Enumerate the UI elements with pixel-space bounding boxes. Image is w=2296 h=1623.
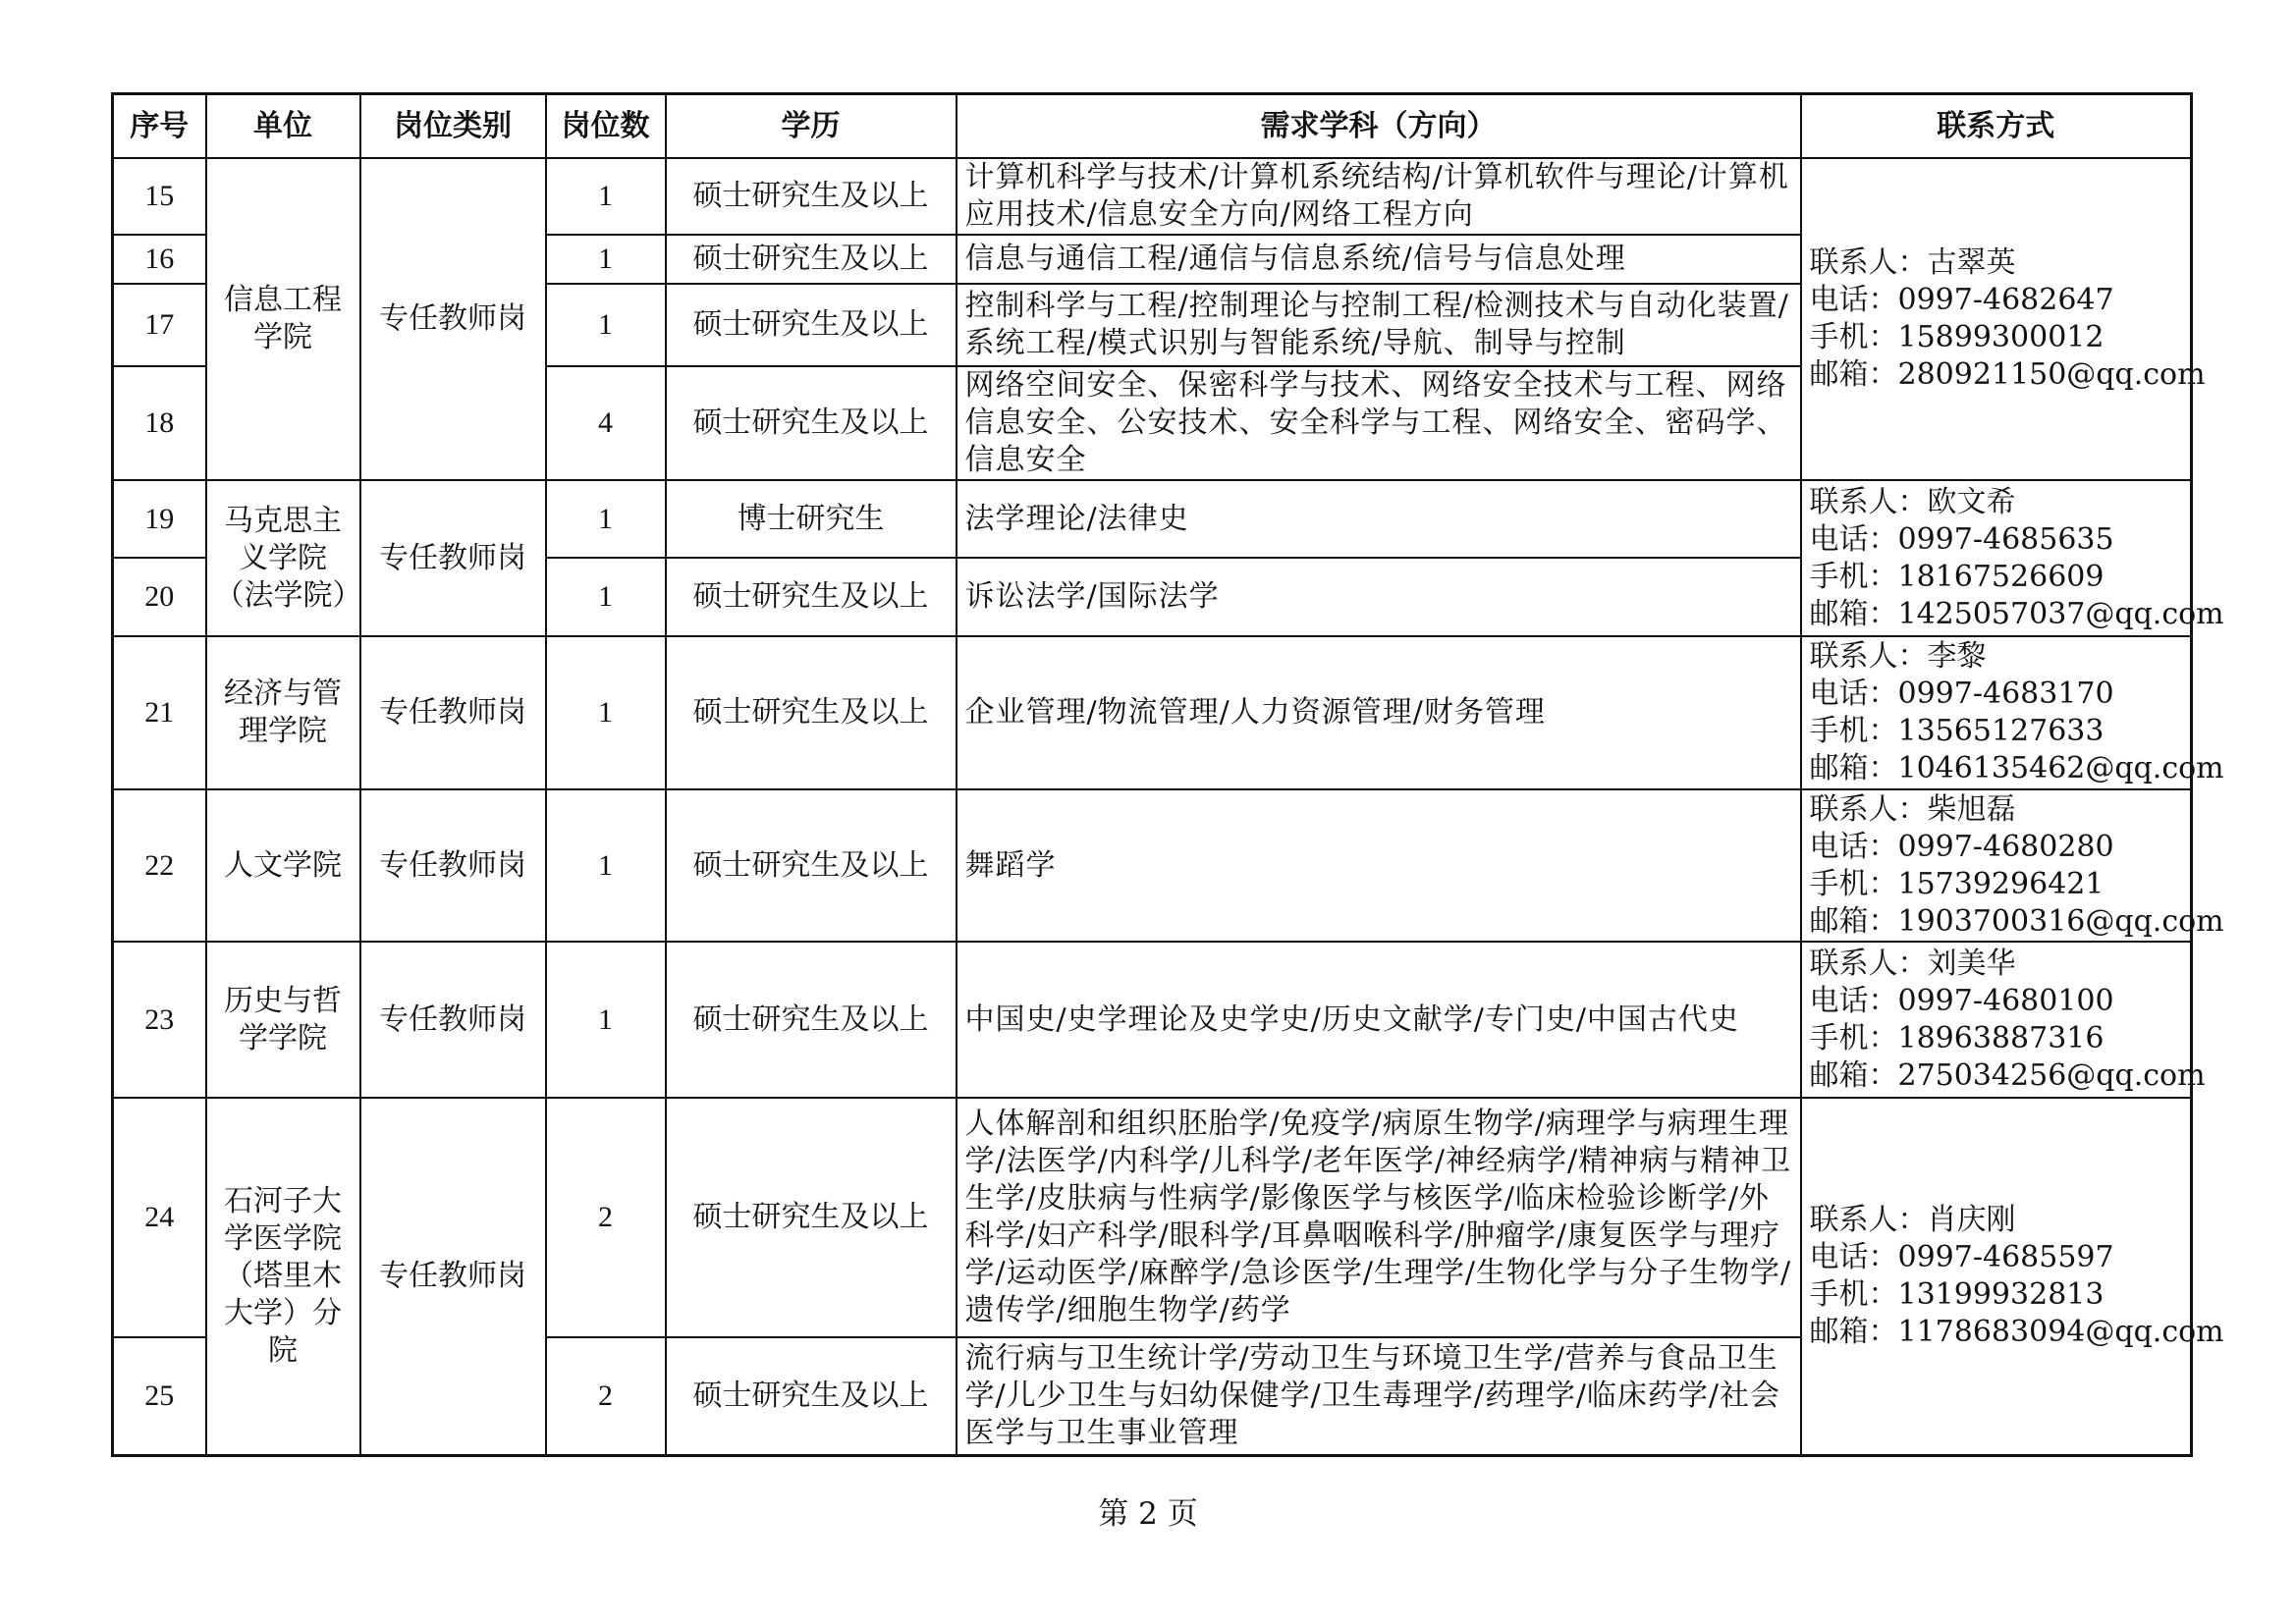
count-cell: 1 bbox=[546, 235, 666, 284]
contact-mobile: 手机：13199932813 bbox=[1809, 1276, 2105, 1312]
education-cell: 硕士研究生及以上 bbox=[666, 235, 957, 284]
education-cell: 硕士研究生及以上 bbox=[666, 158, 957, 235]
subject-cell: 网络空间安全、保密科学与技术、网络安全技术与工程、网络信息安全、公安技术、安全科学与工程、网络安全、密码学、信息安全 bbox=[957, 366, 1801, 480]
row-no: 24 bbox=[113, 1098, 206, 1337]
contact-mobile: 手机：15739296421 bbox=[1809, 866, 2105, 901]
count-cell: 2 bbox=[546, 1337, 666, 1455]
header-no: 序号 bbox=[113, 94, 206, 159]
education-cell: 硕士研究生及以上 bbox=[666, 1337, 957, 1455]
table-row bbox=[113, 158, 2192, 235]
table-row bbox=[113, 480, 2192, 558]
row-no: 17 bbox=[113, 284, 206, 366]
subject-cell: 舞蹈学 bbox=[957, 789, 1801, 942]
count-cell: 1 bbox=[546, 636, 666, 789]
table-row bbox=[113, 789, 2192, 942]
row-no: 20 bbox=[113, 558, 206, 636]
table-row bbox=[113, 942, 2192, 1098]
category-cell: 专任教师岗 bbox=[360, 480, 546, 636]
education-cell: 硕士研究生及以上 bbox=[666, 284, 957, 366]
count-cell: 1 bbox=[546, 158, 666, 235]
contact-email: 邮箱：1046135462@qq.com bbox=[1809, 751, 2224, 785]
category-cell: 专任教师岗 bbox=[360, 636, 546, 789]
contact-phone: 电话：0997-4680100 bbox=[1809, 983, 2114, 1018]
contact-cell bbox=[1801, 942, 2206, 1098]
count-cell: 1 bbox=[546, 558, 666, 636]
education-cell: 硕士研究生及以上 bbox=[666, 789, 957, 942]
education-cell: 硕士研究生及以上 bbox=[666, 636, 957, 789]
contact-phone: 电话：0997-4680280 bbox=[1809, 829, 2114, 864]
category-cell: 专任教师岗 bbox=[360, 158, 546, 480]
contact-mobile: 手机：15899300012 bbox=[1809, 320, 2105, 354]
subject-cell: 中国史/史学理论及史学史/历史文献学/专门史/中国古代史 bbox=[957, 942, 1801, 1098]
subject-cell: 诉讼法学/国际法学 bbox=[957, 558, 1801, 636]
header-contact: 联系方式 bbox=[1801, 94, 2192, 159]
row-no: 25 bbox=[113, 1337, 206, 1455]
contact-person: 联系人：李黎 bbox=[1809, 639, 1987, 674]
contact-cell bbox=[1801, 636, 2224, 789]
row-no: 15 bbox=[113, 158, 206, 235]
education-cell: 硕士研究生及以上 bbox=[666, 558, 957, 636]
contact-phone: 电话：0997-4685635 bbox=[1809, 521, 2114, 557]
contact-email: 邮箱：1425057037@qq.com bbox=[1809, 596, 2224, 631]
recruitment-table bbox=[111, 92, 2224, 1457]
contact-person: 联系人：古翠英 bbox=[1809, 245, 2016, 280]
subject-cell: 企业管理/物流管理/人力资源管理/财务管理 bbox=[957, 636, 1801, 789]
subject-cell: 法学理论/法律史 bbox=[957, 480, 1801, 558]
contact-cell bbox=[1801, 789, 2224, 942]
contact-cell bbox=[1801, 480, 2224, 636]
row-no: 22 bbox=[113, 789, 206, 942]
contact-email: 邮箱：275034256@qq.com bbox=[1809, 1057, 2206, 1093]
contact-cell bbox=[1801, 1098, 2224, 1455]
count-cell: 2 bbox=[546, 1098, 666, 1337]
contact-email: 邮箱：1903700316@qq.com bbox=[1809, 903, 2224, 939]
contact-person: 联系人：肖庆刚 bbox=[1809, 1202, 2016, 1237]
row-no: 19 bbox=[113, 480, 206, 558]
unit-cell: 经济与管理学院 bbox=[206, 636, 360, 789]
header-count: 岗位数 bbox=[546, 94, 666, 159]
subject-cell: 计算机科学与技术/计算机系统结构/计算机软件与理论/计算机应用技术/信息安全方向/网络工程方向 bbox=[957, 158, 1801, 235]
contact-person: 联系人：欧文希 bbox=[1809, 484, 2016, 519]
table-row bbox=[113, 1098, 2192, 1337]
contact-phone: 电话：0997-4682647 bbox=[1809, 283, 2114, 317]
contact-email: 邮箱：1178683094@qq.com bbox=[1809, 1314, 2224, 1349]
row-no: 18 bbox=[113, 366, 206, 480]
education-cell: 博士研究生 bbox=[666, 480, 957, 558]
subject-cell: 信息与通信工程/通信与信息系统/信号与信息处理 bbox=[957, 235, 1801, 284]
header-subject: 需求学科（方向） bbox=[957, 94, 1801, 159]
contact-person: 联系人：柴旭磊 bbox=[1809, 791, 2016, 827]
contact-cell bbox=[1801, 158, 2206, 480]
unit-cell: 石河子大学医学院（塔里木大学）分院 bbox=[206, 1098, 360, 1455]
contact-mobile: 手机：18963887316 bbox=[1809, 1020, 2105, 1055]
category-cell: 专任教师岗 bbox=[360, 942, 546, 1098]
count-cell: 1 bbox=[546, 480, 666, 558]
contact-phone: 电话：0997-4683170 bbox=[1809, 676, 2114, 711]
category-cell: 专任教师岗 bbox=[360, 1098, 546, 1455]
subject-cell: 流行病与卫生统计学/劳动卫生与环境卫生学/营养与食品卫生学/儿少卫生与妇幼保健学/卫生毒理学/药理学/临床药学/社会医学与卫生事业管理 bbox=[957, 1337, 1801, 1455]
unit-cell: 信息工程学院 bbox=[206, 158, 360, 480]
contact-mobile: 手机：13565127633 bbox=[1809, 714, 2105, 748]
count-cell: 1 bbox=[546, 789, 666, 942]
subject-cell: 人体解剖和组织胚胎学/免疫学/病原生物学/病理学与病理生理学/法医学/内科学/儿科学/老年医学/神经病学/精神病与精神卫生学/皮肤病与性病学/影像医学与核医学/临床检验诊断学/外科学/妇产科学/眼科学/耳鼻咽喉科学/肿瘤学/康复医学与理疗学/运动医学/麻醉学/急诊医学/生理学/生物化学与分子生物学/遗传学/细胞生物学/药学 bbox=[957, 1098, 1801, 1337]
unit-cell: 人文学院 bbox=[206, 789, 360, 942]
contact-person: 联系人：刘美华 bbox=[1809, 946, 2016, 981]
header-unit: 单位 bbox=[206, 94, 360, 159]
subject-cell: 控制科学与工程/控制理论与控制工程/检测技术与自动化装置/系统工程/模式识别与智能系统/导航、制导与控制 bbox=[957, 284, 1801, 366]
education-cell: 硕士研究生及以上 bbox=[666, 366, 957, 480]
header-education: 学历 bbox=[666, 94, 957, 159]
table-row bbox=[113, 636, 2192, 789]
unit-cell: 历史与哲学学院 bbox=[206, 942, 360, 1098]
row-no: 16 bbox=[113, 235, 206, 284]
unit-cell: 马克思主义学院（法学院） bbox=[206, 480, 360, 636]
page-number: 第 2 页 bbox=[1098, 1496, 1198, 1532]
count-cell: 1 bbox=[546, 284, 666, 366]
contact-phone: 电话：0997-4685597 bbox=[1809, 1239, 2114, 1274]
education-cell: 硕士研究生及以上 bbox=[666, 1098, 957, 1337]
header-row bbox=[113, 94, 2192, 159]
count-cell: 1 bbox=[546, 942, 666, 1098]
education-cell: 硕士研究生及以上 bbox=[666, 942, 957, 1098]
contact-email: 邮箱：280921150@qq.com bbox=[1809, 357, 2206, 392]
header-category: 岗位类别 bbox=[360, 94, 546, 159]
count-cell: 4 bbox=[546, 366, 666, 480]
row-no: 23 bbox=[113, 942, 206, 1098]
contact-mobile: 手机：18167526609 bbox=[1809, 559, 2105, 594]
row-no: 21 bbox=[113, 636, 206, 789]
category-cell: 专任教师岗 bbox=[360, 789, 546, 942]
